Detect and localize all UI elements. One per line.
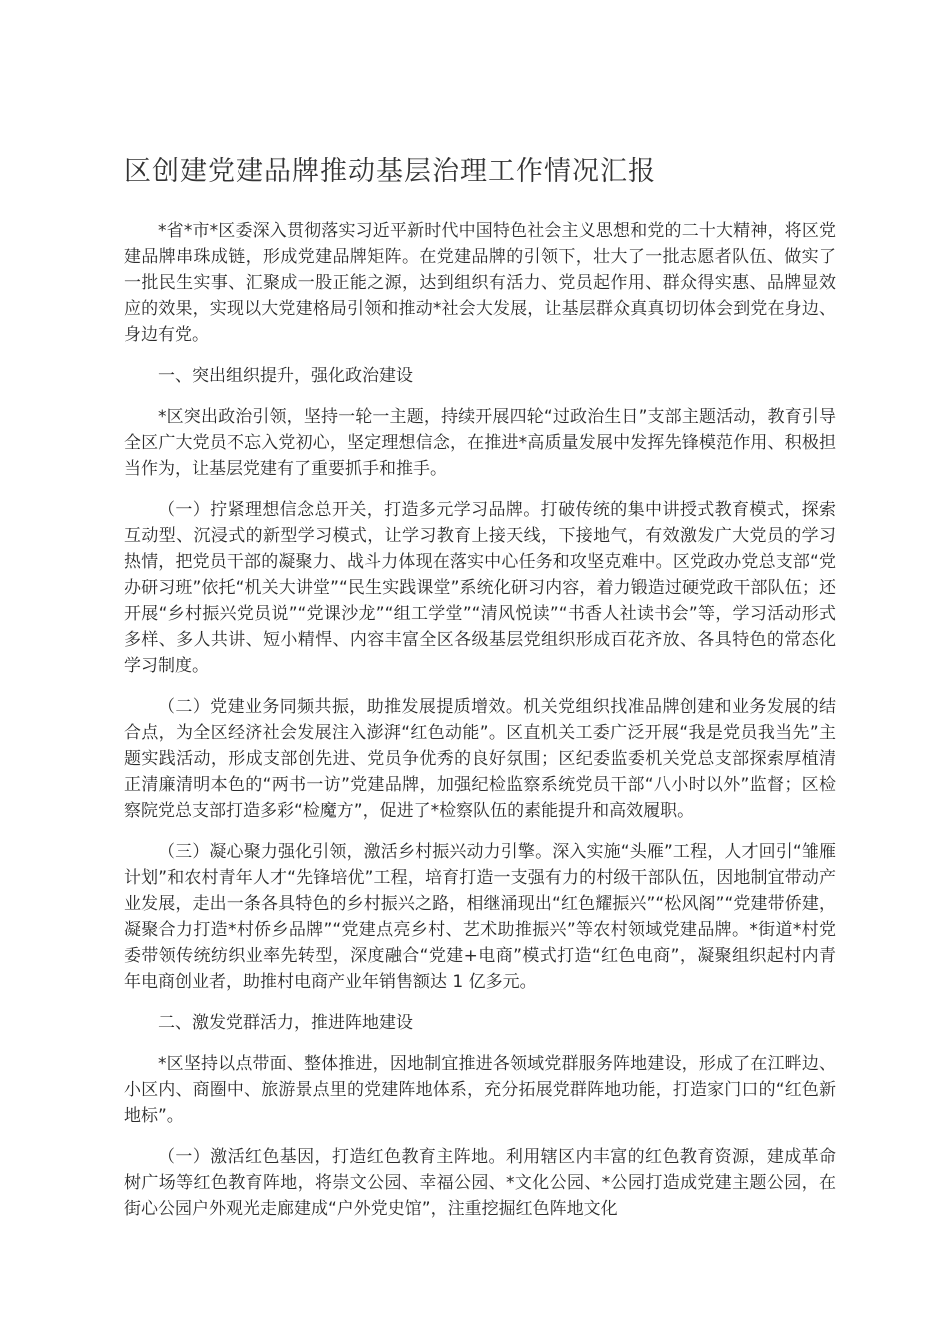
intro-paragraph: *省*市*区委深入贯彻落实习近平新时代中国特色社会主义思想和党的二十大精神，将区党建品牌串珠成链，形成党建品牌矩阵。在党建品牌的引领下，壮大了一批志愿者队伍、做实了一批民生实事、汇聚成一股正能之源，达到组织有活力、党员起作用、群众得实惠、品牌显效应的效果，实现以大党建格局引领和推动*社会大发展，让基层群众真真切切体会到党在身边、身边有党。 (124, 221, 836, 345)
section-1-item-3-paragraph: （三）凝心聚力强化引领，激活乡村振兴动力引擎。深入实施“头雁”工程，人才回引“雏雁计划”和农村青年人才“先锋培优”工程，培育打造一支强有力的村级干部队伍，因地制宜带动产业发展，走出一条各具特色的乡村振兴之路，相继涌现出“红色耀振兴”“松风阁”“党建带侨建，凝聚合力打造*村侨乡品牌”“党建点亮乡村、艺术助推振兴”等农村领域党建品牌。*街道*村党委带领传统纺织业率先转型，深度融合“党建+电商”模式打造“红色电商”，凝聚组织起村内青年电商创业者，助推村电商产业年销售额达 1 亿多元。 (124, 842, 836, 992)
section-1-heading: 一、突出组织提升，强化政治建设 (158, 366, 413, 386)
section-1-item-2-paragraph: （二）党建业务同频共振，助推发展提质增效。机关党组织找准品牌创建和业务发展的结合点，为全区经济社会发展注入澎湃“红色动能”。区直机关工委广泛开展“我是党员我当先”主题实践活动，形成支部创先进、党员争优秀的良好氛围；区纪委监委机关党总支部探索厚植清正清廉清明本色的“两书一访”党建品牌，加强纪检监察系统党员干部“八小时以外”监督；区检察院党总支部打造多彩“检魔方”，促进了*检察队伍的素能提升和高效履职。 (124, 697, 836, 821)
section-2-heading: 二、激发党群活力，推进阵地建设 (158, 1013, 413, 1033)
document-title: 区创建党建品牌推动基层治理工作情况汇报 (124, 156, 656, 187)
section-2-intro-paragraph: *区坚持以点带面、整体推进，因地制宜推进各领域党群服务阵地建设，形成了在江畔边、小区内、商圈中、旅游景点里的党建阵地体系，充分拓展党群阵地功能，打造家门口的“红色新地标”。 (124, 1054, 836, 1126)
section-2-item-1-paragraph: （一）激活红色基因，打造红色教育主阵地。利用辖区内丰富的红色教育资源，建成革命树广场等红色教育阵地，将崇文公园、幸福公园、*文化公园、*公园打造成党建主题公园，在街心公园户外观光走廊建成“户外党史馆”，注重挖掘红色阵地文化 (124, 1147, 836, 1219)
section-1-item-1-paragraph: （一）拧紧理想信念总开关，打造多元学习品牌。打破传统的集中讲授式教育模式，探索互动型、沉浸式的新型学习模式，让学习教育上接天线，下接地气，有效激发广大党员的学习热情，把党员干部的凝聚力、战斗力体现在落实中心任务和攻坚克难中。区党政办党总支部“党办研习班”依托“机关大讲堂”“民生实践课堂”系统化研习内容，着力锻造过硬党政干部队伍；还开展“乡村振兴党员说”“党课沙龙”“组工学堂”“清风悦读”“书香人社读书会”等，学习活动形式多样、多人共讲、短小精悍、内容丰富全区各级基层党组织形成百花齐放、各具特色的常态化学习制度。 (124, 500, 836, 676)
section-1-intro-paragraph: *区突出政治引领，坚持一轮一主题，持续开展四轮“过政治生日”支部主题活动，教育引导全区广大党员不忘入党初心，坚定理想信念，在推进*高质量发展中发挥先锋模范作用、积极担当作为，让基层党建有了重要抓手和推手。 (124, 407, 836, 479)
document-page (124, 150, 836, 1237)
